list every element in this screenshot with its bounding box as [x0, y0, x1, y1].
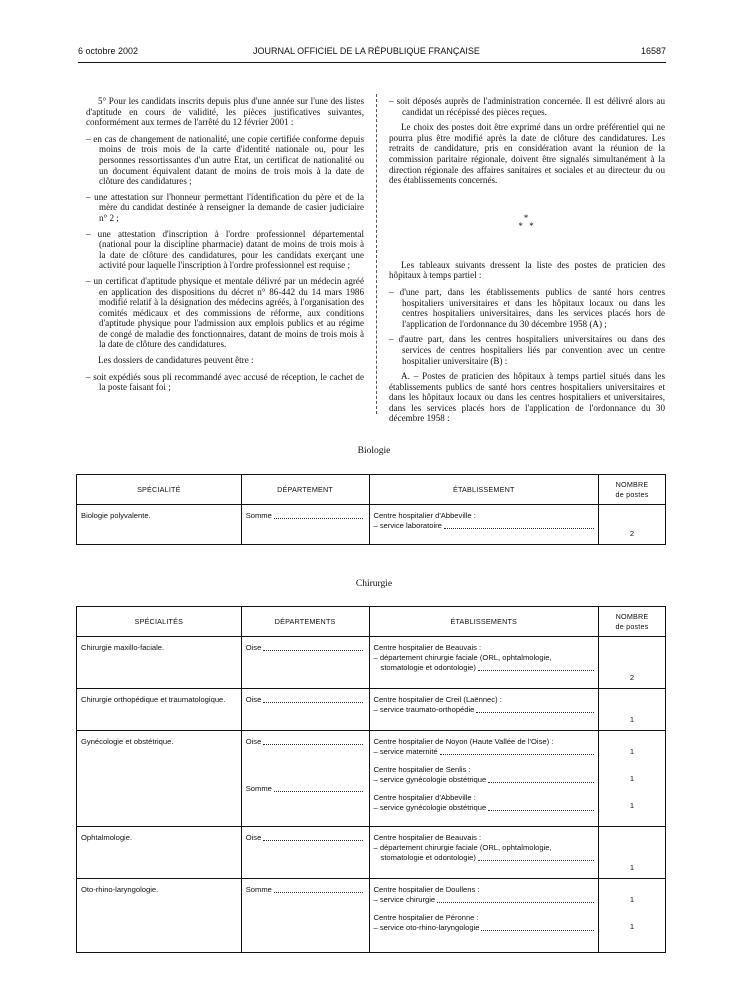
etablissement-cell: Centre hospitalier de Creil (Laënnec) : – service traumato-orthopédie — [369, 689, 599, 731]
etablissement-cell: Centre hospitalier de Beauvais : – département chirurgie faciale (ORL, ophtalmologie, stomatologie et odontologie) — [369, 637, 599, 689]
section-title-chirurgie: Chirurgie — [355, 579, 393, 589]
section-title-biologie: Biologie — [357, 446, 391, 456]
header-page-number: 16587 — [640, 46, 666, 56]
specialite-cell: Oto-rhino-laryngologie. — [77, 879, 242, 953]
nombre-cell: 2 — [599, 637, 666, 689]
etablissement-cell: Centre hospitalier de Doullens : – service chirurgie Centre hospitalier de Péronne : – service oto-rhino-laryngologie — [369, 879, 599, 953]
list-item: – soit expédiés sous pli recommandé avec accusé de réception, le cachet de la poste faisant foi ; — [86, 371, 364, 393]
column-header: ÉTABLISSEMENTS — [369, 607, 599, 637]
list-item: – en cas de changement de nationalité, une copie certifiée conforme depuis moins de trois mois de la carte d'identité nationale ou, pour les personnes ressortissantes d'un autre Etat, un certificat de nationalité ou un document équivalent datant de moins de trois mois à la date de clôture des candidatures ; — [86, 133, 364, 187]
list-item: – un certificat d'aptitude physique et mentale délivré par un médecin agréé en application des dispositions du décret n° 86-442 du 14 mars 1986 modifié relatif à la désignation des médecins agréés, à l'organisation des comités médicaux et des commissions de réforme, aux conditions d'aptitude physique pour l'admission aux emplois publics et au régime de congé de maladie des fonctionnaires, datant de moins de trois mois à la date de clôture des candidatures. — [86, 275, 364, 350]
paragraph: Les dossiers de candidatures peuvent être : — [98, 355, 254, 366]
list-item: – une attestation sur l'honneur permettant l'identification du père et de la mère du candidat destinée à renseigner la demande de casier judiciaire n° 2 ; — [86, 191, 364, 223]
paragraph: 5° Pour les candidats inscrits depuis plus d'une année sur l'une des listes d'aptitude en cours de validité, les pièces justificatives suivantes, conformément aux termes de l'arrêté du 12 février 2001 : — [86, 96, 364, 128]
column-header: DÉPARTEMENTS — [241, 607, 369, 637]
nombre-cell: 2 — [599, 505, 666, 545]
list-item: – soit déposés auprès de l'administration concernée. Il est délivré alors au candidat un récépissé des pièces reçues. — [389, 96, 665, 117]
nombre-cell: 1 1 1 — [599, 731, 666, 827]
paragraph: Le choix des postes doit être exprimé dans un ordre préférentiel qui ne pourra plus être modifié après la date de clôture des candidatures. Les retraits de candidature, pris en considération avant la réunion de la commission paritaire régionale, doivent être signalés simultanément à la direction régionale des affaires sanitaires et sociales et au directeur du ou des établissements concernés. — [389, 122, 665, 186]
table-row — [77, 505, 666, 545]
departement-cell: Oise — [241, 637, 369, 689]
specialite-cell: Ophtalmologie. — [77, 827, 242, 879]
departement-cell: Somme — [241, 879, 369, 953]
column-header: NOMBRE de postes — [599, 607, 666, 637]
column-header: SPÉCIALITÉ — [77, 475, 242, 505]
header-title: JOURNAL OFFICIEL DE LA RÉPUBLIQUE FRANÇAISE — [253, 46, 480, 56]
biologie-table — [76, 474, 666, 545]
table-row — [77, 879, 666, 953]
table-row — [77, 827, 666, 879]
column-header: DÉPARTEMENT — [241, 475, 369, 505]
etablissement-cell: Centre hospitalier de Beauvais : – département chirurgie faciale (ORL, ophtalmologie, stomatologie et odontologie) — [369, 827, 599, 879]
left-column — [86, 96, 364, 398]
right-column — [389, 96, 665, 430]
table-row — [77, 689, 666, 731]
departement-cell: Oise — [241, 689, 369, 731]
nombre-cell: 1 — [599, 827, 666, 879]
header-date: 6 octobre 2002 — [78, 46, 139, 56]
etablissement-cell: Centre hospitalier de Noyon (Haute Vallée de l'Oise) : – service maternité Centre hospitalier de Senlis : – service gynécologie obstétrique Centre hospitalier d'Abbeville : – service gynécologie obstétrique — [369, 731, 599, 827]
section-separator: * * * — [518, 212, 536, 231]
column-header: NOMBRE de postes — [599, 475, 666, 505]
header-rule — [78, 62, 666, 63]
column-header: SPÉCIALITÉS — [77, 607, 242, 637]
chirurgie-table — [76, 606, 666, 953]
column-header: ÉTABLISSEMENT — [369, 475, 599, 505]
table-row — [77, 731, 666, 827]
table-row — [77, 637, 666, 689]
paragraph: A. – Postes de praticien des hôpitaux à temps partiel situés dans les établissements publics de santé hors centres hospitaliers universitaires et dans les hôpitaux locaux ou dans les centres hospitaliers et universitaires, dans les services placés hors de l'application de l'ordonnance du 30 décembre 1958 : — [389, 371, 665, 424]
specialite-cell: Biologie polyvalente. — [77, 505, 242, 545]
paragraph: Les tableaux suivants dressent la liste des postes de praticien des hôpitaux à temps partiel : — [389, 259, 665, 281]
specialite-cell: Chirurgie maxillo-faciale. — [77, 637, 242, 689]
departement-cell: Somme — [241, 505, 369, 545]
specialite-cell: Chirurgie orthopédique et traumatologique. — [77, 689, 242, 731]
column-separator — [376, 94, 377, 414]
etablissement-cell: Centre hospitalier d'Abbeville : – service laboratoire — [369, 505, 599, 545]
page-header — [78, 46, 666, 60]
departement-cell: Oise — [241, 827, 369, 879]
list-item: – d'une part, dans les établissements publics de santé hors centres hospitaliers universitaires et dans les hôpitaux locaux ou dans les centres hospitaliers universitaires, dans les services placés hors de l'application de l'ordonnance du 30 décembre 1958 (A) ; — [389, 286, 665, 329]
list-item: – une attestation d'inscription à l'ordre professionnel départemental (national pour la discipline pharmacie) datant de moins de trois mois à la date de clôture des candidatures, pour les candidats exerçant une activité pour laquelle l'inscription à l'ordre professionnel est requise ; — [86, 228, 364, 271]
departement-cell: Oise Somme — [241, 731, 369, 827]
list-item: – d'autre part, dans les centres hospitaliers universitaires ou dans des services de centres hospitaliers liés par convention avec un centre hospitalier universitaire (B) : — [389, 334, 665, 366]
nombre-cell: 1 — [599, 689, 666, 731]
nombre-cell: 1 1 — [599, 879, 666, 953]
specialite-cell: Gynécologie et obstétrique. — [77, 731, 242, 827]
